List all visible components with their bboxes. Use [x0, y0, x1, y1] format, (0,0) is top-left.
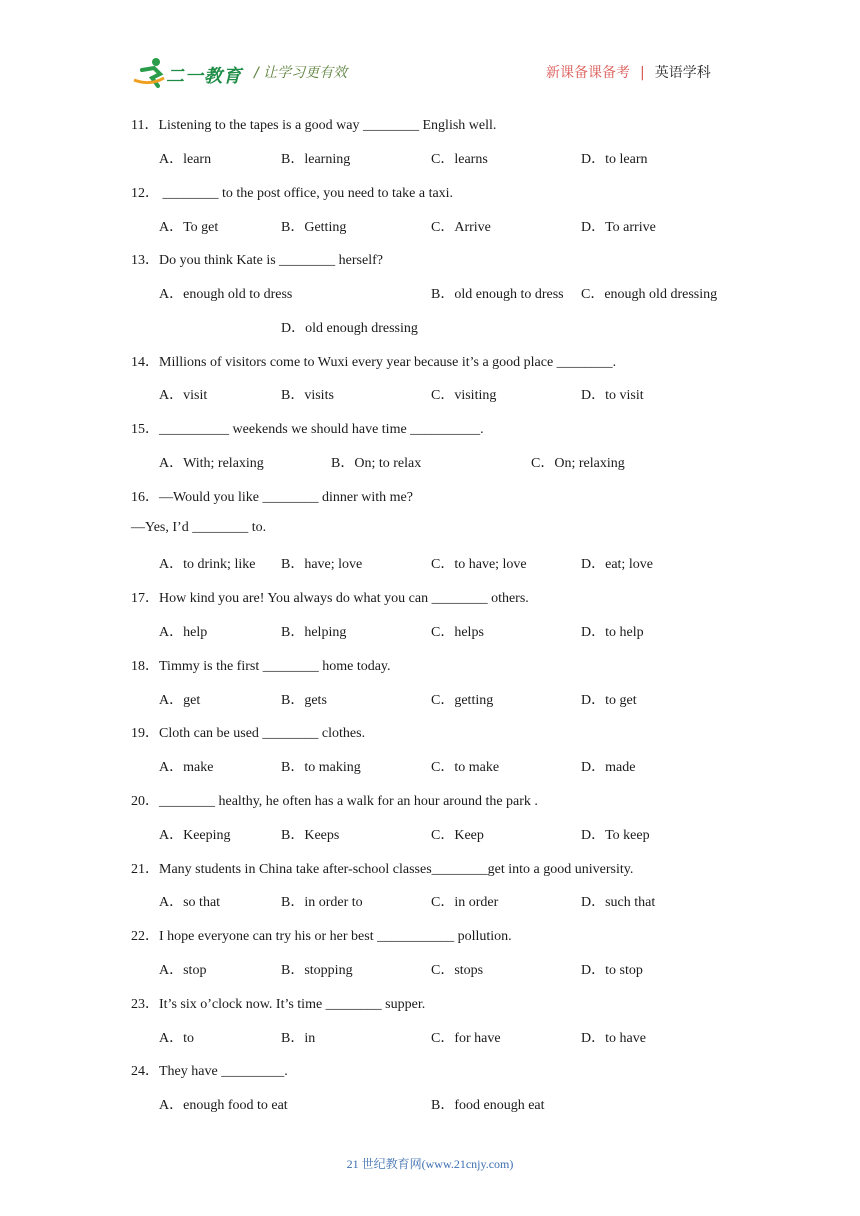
- option-d: D．to stop: [581, 963, 643, 978]
- option-a: A．With; relaxing: [159, 456, 264, 471]
- option-a: A．to drink; like: [159, 557, 256, 572]
- option-a: A．learn: [159, 152, 212, 167]
- option-c: C．On; relaxing: [531, 456, 625, 471]
- option-b: B．gets: [281, 693, 327, 708]
- option-b: B．food enough eat: [431, 1098, 545, 1113]
- question-stem: 11．Listening to the tapes is a good way ________ English well.: [131, 118, 497, 133]
- option-c: C．in order: [431, 895, 499, 910]
- option-c: C．for have: [431, 1031, 501, 1046]
- question-stem: 20．________ healthy, he often has a walk for an hour around the park .: [131, 794, 538, 809]
- question-stem: 14．Millions of visitors come to Wuxi every year because it’s a good place ________.: [131, 355, 617, 370]
- option-d: D．eat; love: [581, 557, 653, 572]
- option-d: D．to have: [581, 1031, 646, 1046]
- option-d: D．To keep: [581, 828, 650, 843]
- logo-text: 二一教育: [166, 66, 242, 87]
- option-d: D．old enough dressing: [281, 321, 418, 336]
- question-stem: 16．—Would you like ________ dinner with me?: [131, 490, 413, 505]
- option-c: C．learns: [431, 152, 488, 167]
- option-b: B．helping: [281, 625, 347, 640]
- option-a: A．to: [159, 1031, 194, 1046]
- option-c: C．stops: [431, 963, 484, 978]
- option-c: C．to have; love: [431, 557, 527, 572]
- page-footer: 21 世纪教育网(www.21cnjy.com): [346, 1157, 514, 1171]
- option-a: A．To get: [159, 220, 219, 235]
- option-b: B．have; love: [281, 557, 363, 572]
- option-b: B．old enough to dress: [431, 287, 564, 302]
- option-d: D．such that: [581, 895, 656, 910]
- option-a: A．enough food to eat: [159, 1098, 288, 1113]
- option-a: A．stop: [159, 963, 207, 978]
- question-stem: 17．How kind you are! You always do what you can ________ others.: [131, 591, 529, 606]
- option-d: D．to help: [581, 625, 644, 640]
- slogan: / 让学习更有效: [254, 65, 348, 81]
- option-b: B．in: [281, 1031, 316, 1046]
- page-header: [0, 0, 860, 100]
- header-subject-label: 英语学科: [654, 65, 711, 81]
- option-d: D．made: [581, 760, 636, 775]
- header-subject: [546, 62, 711, 82]
- option-c: C．to make: [431, 760, 500, 775]
- option-b: B．visits: [281, 388, 334, 403]
- option-b: B．Getting: [281, 220, 347, 235]
- option-a: A．help: [159, 625, 208, 640]
- question-stem: 15．__________ weekends we should have time __________.: [131, 422, 484, 437]
- question-stem: 24．They have _________.: [131, 1064, 288, 1079]
- option-c: C．Arrive: [431, 220, 491, 235]
- option-c: C．getting: [431, 693, 494, 708]
- option-c: C．Keep: [431, 828, 484, 843]
- option-b: B．to making: [281, 760, 361, 775]
- option-d: D．to visit: [581, 388, 644, 403]
- question-stem-reply: —Yes, I’d ________ to.: [131, 520, 267, 535]
- option-d: D．to learn: [581, 152, 648, 167]
- header-separator: |: [640, 65, 645, 81]
- question-stem: 18．Timmy is the first ________ home today.: [131, 659, 391, 674]
- option-b: B．in order to: [281, 895, 363, 910]
- option-b: B．On; to relax: [331, 456, 422, 471]
- option-a: A．so that: [159, 895, 221, 910]
- option-a: A．Keeping: [159, 828, 231, 843]
- option-a: A．get: [159, 693, 201, 708]
- option-d: D．To arrive: [581, 220, 656, 235]
- option-a: A．make: [159, 760, 214, 775]
- question-stem: 23．It’s six o’clock now. It’s time ________ supper.: [131, 997, 426, 1012]
- header-tagline: 新课备课备考: [546, 65, 630, 81]
- question-stem: 21．Many students in China take after-school classes________get into a good university.: [131, 862, 634, 877]
- option-a: A．visit: [159, 388, 208, 403]
- option-c: C．helps: [431, 625, 484, 640]
- option-c: C．visiting: [431, 388, 497, 403]
- option-b: B．learning: [281, 152, 351, 167]
- option-b: B．stopping: [281, 963, 353, 978]
- question-stem: 13．Do you think Kate is ________ herself?: [131, 253, 383, 268]
- option-c: C．enough old dressing: [581, 287, 718, 302]
- option-b: B．Keeps: [281, 828, 340, 843]
- question-stem: 22．I hope everyone can try his or her best ___________ pollution.: [131, 929, 512, 944]
- option-a: A．enough old to dress: [159, 287, 293, 302]
- option-d: D．to get: [581, 693, 637, 708]
- question-stem: 12． ________ to the post office, you need to take a taxi.: [131, 186, 454, 201]
- question-stem: 19．Cloth can be used ________ clothes.: [131, 726, 366, 741]
